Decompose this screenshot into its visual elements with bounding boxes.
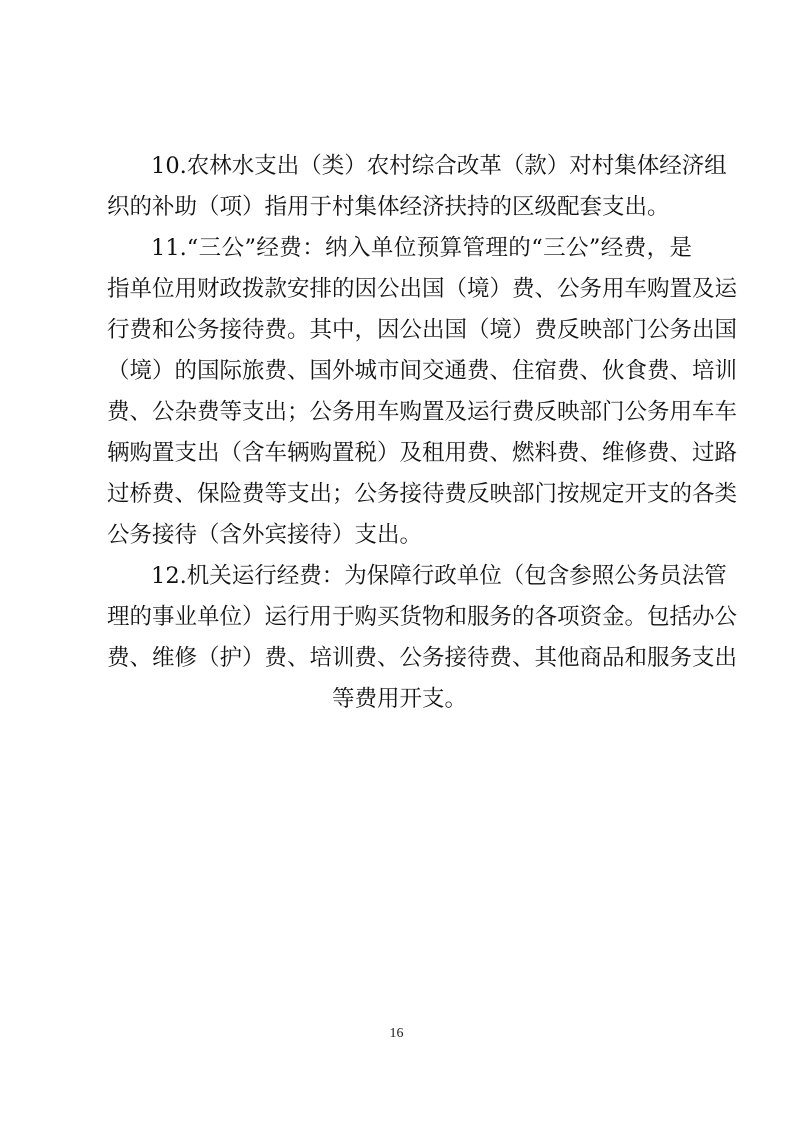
paragraph-10-line-1: 10.农林水支出（类）农村综合改革（款）对村集体经济组 xyxy=(151,153,727,179)
paragraph-11-line-8: 公务接待（含外宾接待）支出。 xyxy=(107,522,423,548)
paragraph-11-line-6: 辆购置支出（含车辆购置税）及租用费、燃料费、维修费、过路 xyxy=(107,440,738,466)
paragraph-11-line-3: 行费和公务接待费。其中，因公出国（境）费反映部门公务出国 xyxy=(107,317,738,343)
paragraph-12-line-3: 费、维修（护）费、培训费、公务接待费、其他商品和服务支出 xyxy=(107,645,738,671)
paragraph-12-line-4: 等费用开支。 xyxy=(331,686,467,712)
paragraph-11-line-2: 指单位用财政拨款安排的因公出国（境）费、公务用车购置及运 xyxy=(107,276,738,302)
paragraph-11-line-5: 费、公杂费等支出；公务用车购置及运行费反映部门公务用车车 xyxy=(107,399,738,425)
paragraph-11-line-1: 11.“三公”经费：纳入单位预算管理的“三公”经费，是 xyxy=(151,235,692,261)
paragraph-12-line-1: 12.机关运行经费：为保障行政单位（包含参照公务员法管 xyxy=(151,563,727,589)
paragraph-11-line-7: 过桥费、保险费等支出；公务接待费反映部门按规定开支的各类 xyxy=(107,481,738,507)
paragraph-10-line-2: 织的补助（项）指用于村集体经济扶持的区级配套支出。 xyxy=(107,194,670,220)
paragraph-12-line-2: 理的事业单位）运行用于购买货物和服务的各项资金。包括办公 xyxy=(107,604,738,630)
page-number: 16 xyxy=(389,1026,404,1041)
paragraph-11-line-4: （境）的国际旅费、国外城市间交通费、住宿费、伙食费、培训 xyxy=(107,358,738,384)
